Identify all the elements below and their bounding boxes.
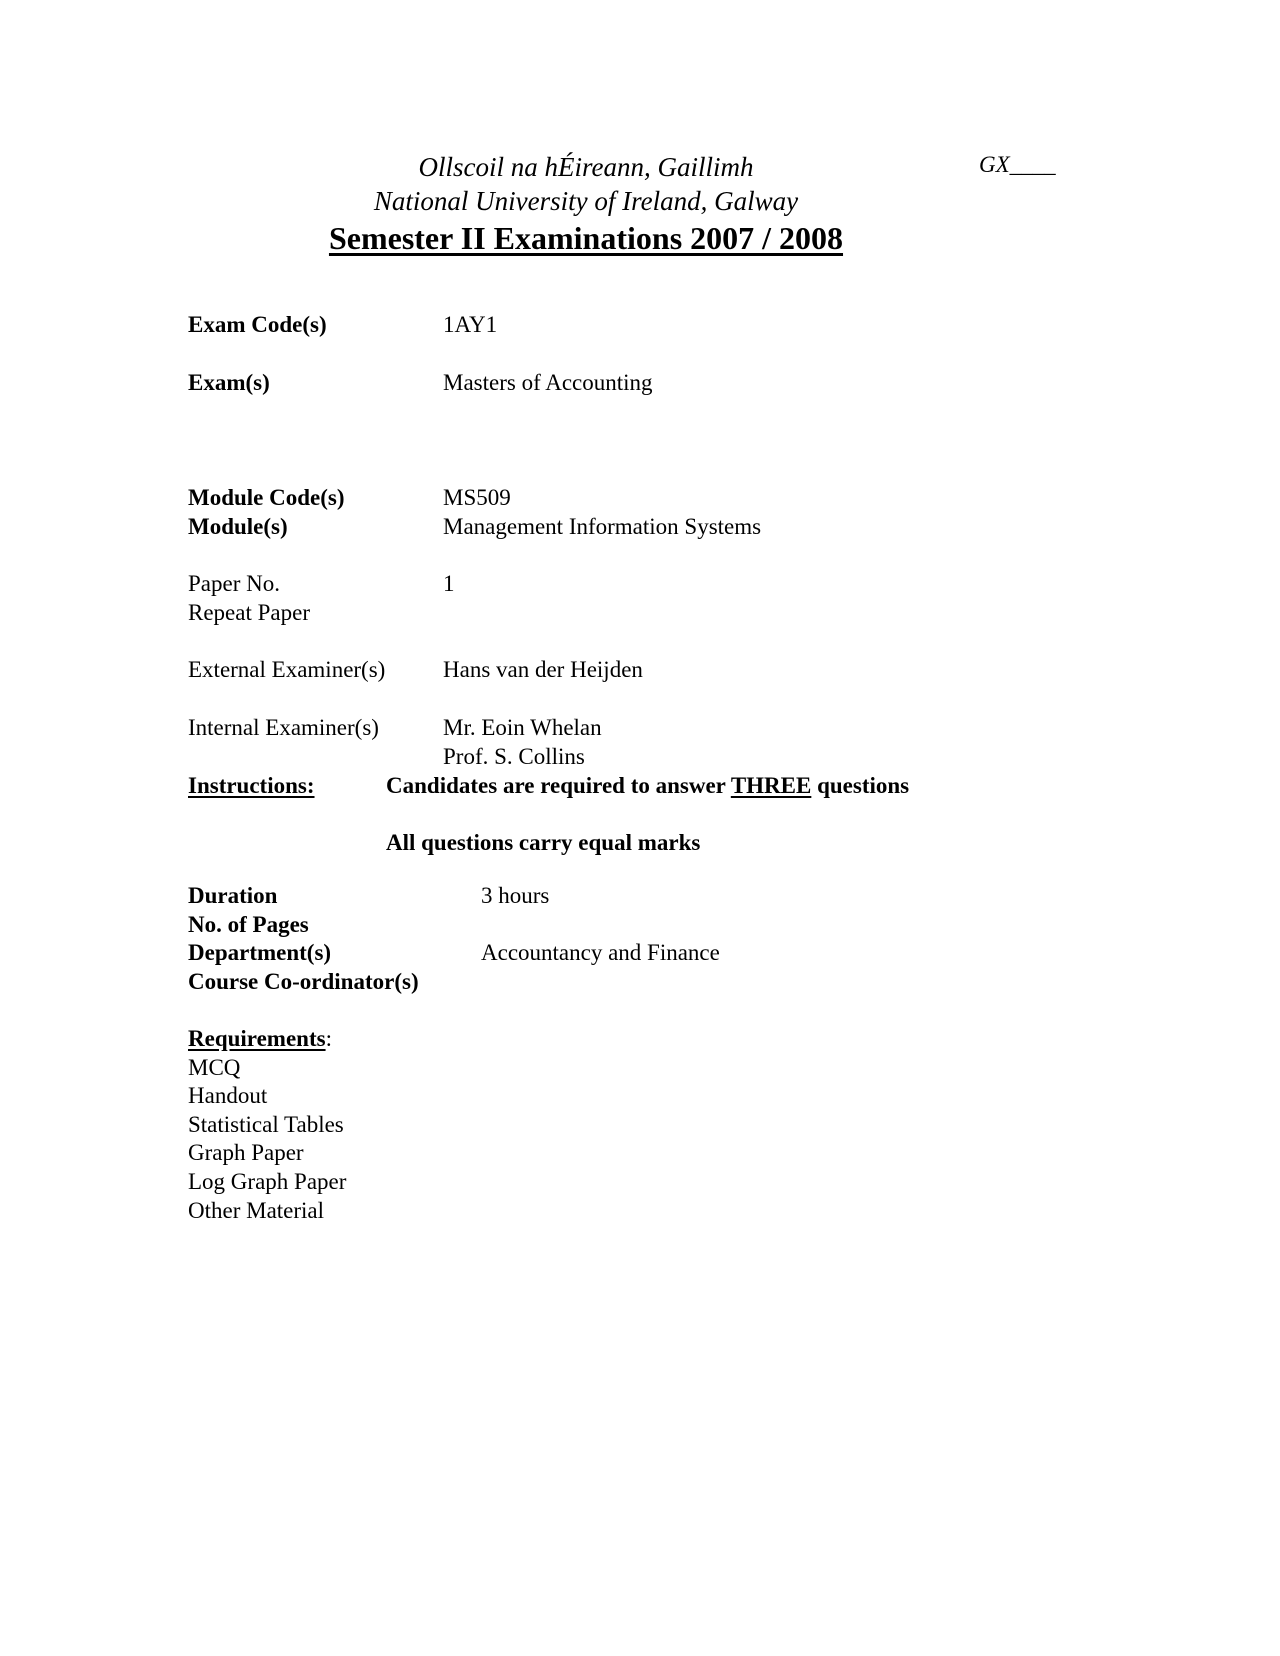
requirement-item: Log Graph Paper (188, 1169, 347, 1194)
internal-examiner-label: Internal Examiner(s) (188, 715, 379, 740)
repeat-paper-label: Repeat Paper (188, 600, 310, 625)
requirement-item: Other Material (188, 1198, 325, 1223)
gx-code: GX____ (979, 152, 1056, 177)
module-code-value: MS509 (443, 485, 511, 510)
exam-code-value: 1AY1 (443, 312, 498, 337)
exam-label: Exam(s) (188, 370, 270, 395)
exam-title (0, 218, 1226, 258)
instructions-line-1-emphasis: THREE (730, 773, 812, 798)
internal-examiner-value-2: Prof. S. Collins (443, 744, 585, 769)
exam-value: Masters of Accounting (443, 370, 653, 395)
requirement-item: Handout (188, 1083, 268, 1108)
requirement-item: Graph Paper (188, 1140, 304, 1165)
exam-title-text: Semester II Examinations 2007 / 2008 (328, 220, 844, 256)
pages-label: No. of Pages (188, 912, 309, 937)
instructions-line-1 (386, 771, 909, 800)
instructions-line-1-suffix: questions (811, 773, 910, 798)
requirement-item: MCQ (188, 1055, 241, 1080)
department-label: Department(s) (188, 940, 332, 965)
instructions-label: Instructions: (188, 773, 315, 798)
university-name-english: National University of Ireland, Galway (373, 186, 799, 216)
department-value: Accountancy and Finance (481, 940, 720, 965)
exam-code-label: Exam Code(s) (188, 312, 327, 337)
duration-value: 3 hours (481, 883, 550, 908)
instructions-line-1-prefix: Candidates are required to answer (386, 773, 731, 798)
paper-no-label: Paper No. (188, 571, 280, 596)
instructions-line-2: All questions carry equal marks (386, 830, 701, 855)
module-code-label: Module Code(s) (188, 485, 345, 510)
requirement-item: Statistical Tables (188, 1112, 344, 1137)
requirements-colon: : (325, 1026, 332, 1051)
external-examiner-value: Hans van der Heijden (443, 657, 643, 682)
coordinator-label: Course Co-ordinator(s) (188, 969, 419, 994)
duration-label: Duration (188, 883, 278, 908)
university-name-irish: Ollscoil na hÉireann, Gaillimh (418, 152, 754, 182)
paper-no-value: 1 (443, 571, 455, 596)
module-label: Module(s) (188, 514, 288, 539)
external-examiner-label: External Examiner(s) (188, 657, 386, 682)
requirements-label: Requirements (188, 1026, 326, 1051)
internal-examiner-value-1: Mr. Eoin Whelan (443, 715, 602, 740)
module-value: Management Information Systems (443, 514, 762, 539)
requirements-heading (188, 1024, 332, 1053)
